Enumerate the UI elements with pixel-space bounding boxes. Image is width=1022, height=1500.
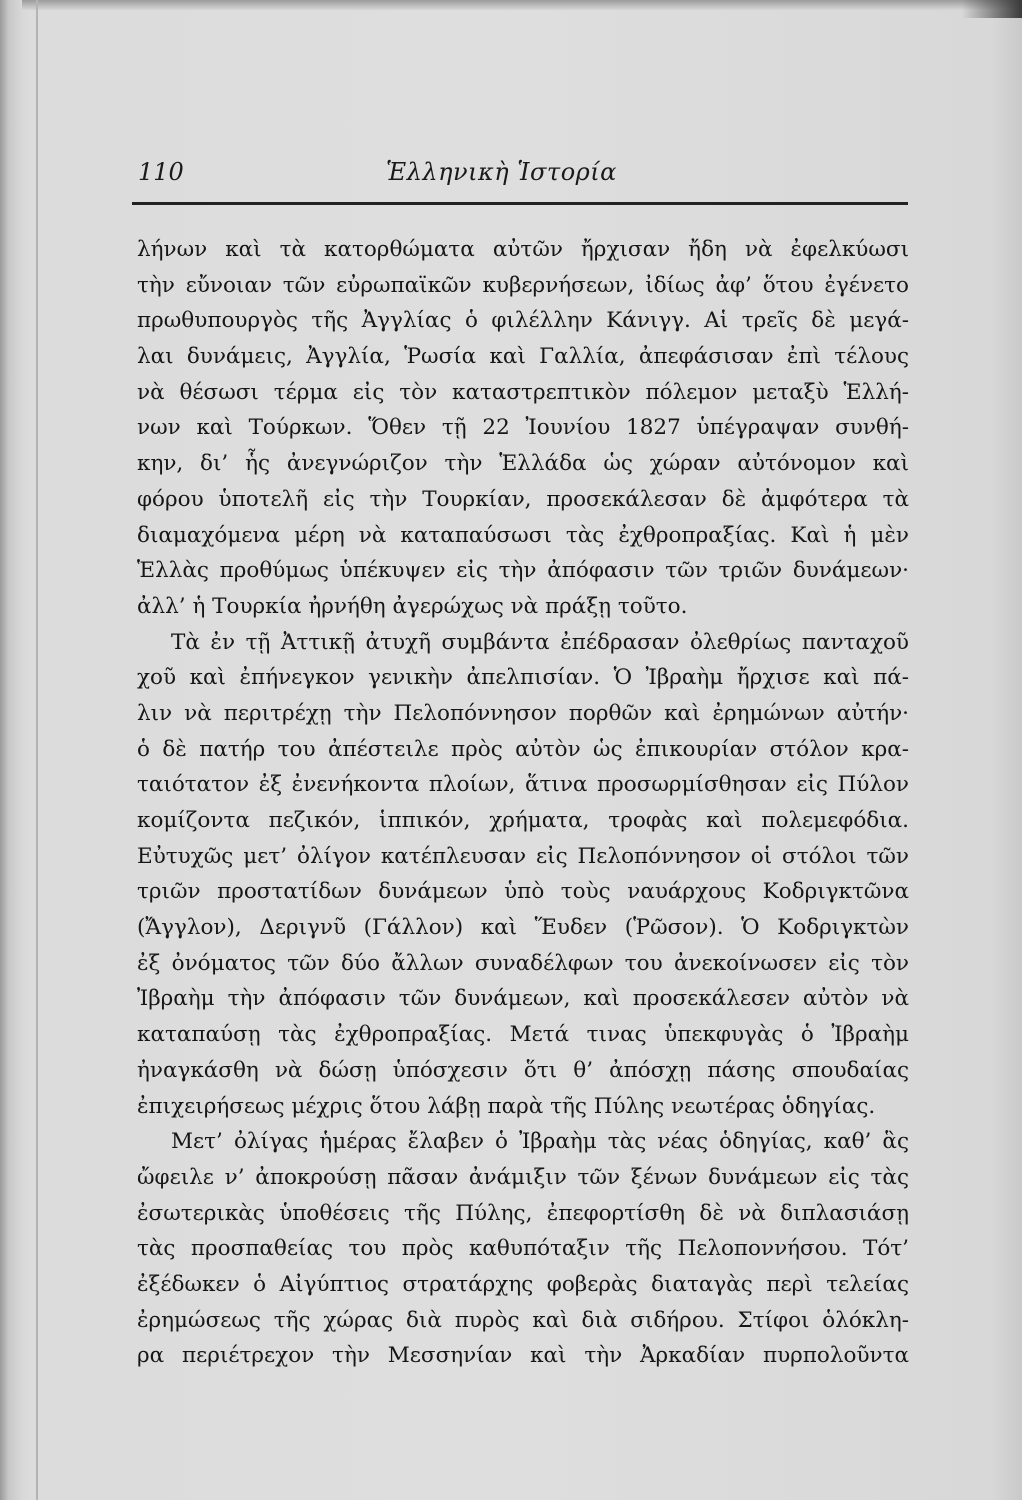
text-line: Ἰβραὴμ τὴν ἀπόφασιν τῶν δυνάμεων, καὶ προσεκάλεσεν αὐτὸν νὰ (137, 986, 909, 1012)
paragraph-start-line: Μετ’ ὀλίγας ἡμέρας ἔλαβεν ὁ Ἰβραὴμ τὰς νέας ὁδηγίας, καθ’ ἃς (171, 1129, 909, 1155)
text-line: τὴν εὔνοιαν τῶν εὐρωπαϊκῶν κυβερνήσεων, ἰδίως ἀφ’ ὅτου ἐγένετο (137, 272, 909, 298)
text-line: Ἑλλὰς προθύμως ὑπέκυψεν εἰς τὴν ἀπόφασιν τῶν τριῶν δυνάμεων· (137, 558, 909, 584)
text-line: ἐξ ὀνόματος τῶν δύο ἄλλων συναδέλφων του ἀνεκοίνωσεν εἰς τὸν (137, 950, 909, 976)
text-line: νων καὶ Τούρκων. Ὅθεν τῇ 22 Ἰουνίου 1827 ὑπέγραψαν συνθή- (137, 415, 909, 441)
page-number: 110 (138, 158, 184, 186)
text-line: φόρου ὑποτελῆ εἰς τὴν Τουρκίαν, προσεκάλεσαν δὲ ἀμφότερα τὰ (137, 486, 909, 512)
text-line: ἐσωτερικὰς ὑποθέσεις τῆς Πύλης, ἐπεφορτίσθη δὲ νὰ διπλασιάσῃ (137, 1200, 909, 1226)
text-line: ταιότατον ἐξ ἐνενήκοντα πλοίων, ἅτινα προσωρμίσθησαν εἰς Πύλον (137, 772, 909, 798)
text-line: ὁ δὲ πατήρ του ἀπέστειλε πρὸς αὐτὸν ὡς ἐπικουρίαν στόλον κρα- (137, 736, 909, 762)
text-line: λαι δυνάμεις, Ἀγγλία, Ῥωσία καὶ Γαλλία, ἀπεφάσισαν ἐπὶ τέλους (137, 344, 909, 370)
page-corner-shadow (962, 0, 1022, 18)
page-top-edge (0, 0, 1022, 10)
text-line: ἠναγκάσθη νὰ δώσῃ ὑπόσχεσιν ὅτι θ’ ἀπόσχῃ πάσης σπουδαίας (137, 1057, 909, 1083)
text-line: κομίζοντα πεζικόν, ἱππικόν, χρήματα, τροφὰς καὶ πολεμεφόδια. (137, 808, 909, 833)
text-line: νὰ θέσωσι τέρμα εἰς τὸν καταστρεπτικὸν πόλεμον μεταξὺ Ἑλλή- (137, 379, 909, 405)
text-line: κην, δι’ ἧς ἀνεγνώριζον τὴν Ἑλλάδα ὡς χώραν αὐτόνομον καὶ (137, 451, 909, 477)
text-line: λιν νὰ περιτρέχῃ τὴν Πελοπόννησον πορθῶν καὶ ἐρημώνων αὐτήν· (137, 700, 909, 726)
body-text (137, 232, 909, 1374)
paragraph-start-line: Τὰ ἐν τῇ Ἀττικῇ ἀτυχῆ συμβάντα ἐπέδρασαν ὀλεθρίως πανταχοῦ (171, 629, 909, 655)
page-header (138, 158, 908, 194)
text-line: ἐπιχειρήσεως μέχρις ὅτου λάβῃ παρὰ τῆς Πύλης νεωτέρας ὁδηγίας. (137, 1093, 876, 1119)
text-line: ὤφειλε ν’ ἀποκρούσῃ πᾶσαν ἀνάμιξιν τῶν ξένων δυνάμεων εἰς τὰς (137, 1164, 909, 1190)
text-line: διαμαχόμενα μέρη νὰ καταπαύσωσι τὰς ἐχθροπραξίας. Καὶ ἡ μὲν (137, 522, 909, 548)
text-line: Εὐτυχῶς μετ’ ὀλίγον κατέπλευσαν εἰς Πελοπόννησον οἱ στόλοι τῶν (137, 843, 909, 869)
text-line: τριῶν προστατίδων δυνάμεων ὑπὸ τοὺς ναυάρχους Κοδριγκτῶνα (137, 879, 909, 905)
text-line: χοῦ καὶ ἐπήνεγκον γενικὴν ἀπελπισίαν. Ὁ Ἰβραὴμ ἤρχισε καὶ πά- (137, 665, 909, 691)
header-rule (132, 202, 908, 205)
text-line: καταπαύσῃ τὰς ἐχθροπραξίας. Μετά τινας ὑπεκφυγὰς ὁ Ἰβραὴμ (137, 1022, 909, 1048)
text-line: τὰς προσπαθείας του πρὸς καθυπόταξιν τῆς Πελοποννήσου. Τότ’ (137, 1236, 909, 1262)
text-line: ἐξέδωκεν ὁ Αἰγύπτιος στρατάρχης φοβερὰς διαταγὰς περὶ τελείας (137, 1271, 909, 1297)
text-line: πρωθυπουργὸς τῆς Ἀγγλίας ὁ φιλέλλην Κάνιγγ. Αἱ τρεῖς δὲ μεγά- (137, 308, 909, 334)
text-line: (Ἄγγλον), Δεριγνῦ (Γάλλον) καὶ Ἕυδεν (Ῥῶσον). Ὁ Κοδριγκτὼν (137, 915, 909, 941)
text-line: ἀλλ’ ἡ Τουρκία ἠρνήθη ἀγερώχως νὰ πράξῃ τοῦτο. (137, 593, 688, 619)
page-fold-line (36, 0, 38, 1500)
running-title: Ἑλληνικὴ Ἱστορία (386, 158, 617, 186)
text-line: λήνων καὶ τὰ κατορθώματα αὐτῶν ἤρχισαν ἤδη νὰ ἐφελκύωσι (137, 237, 909, 262)
text-line: ἐρημώσεως τῆς χώρας διὰ πυρὸς καὶ διὰ σιδήρου. Στίφοι ὁλόκλη- (137, 1307, 909, 1333)
text-line: ρα περιέτρεχον τὴν Μεσσηνίαν καὶ τὴν Ἀρκαδίαν πυρπολοῦντα (137, 1343, 909, 1369)
page-binding-edge (0, 0, 22, 1500)
